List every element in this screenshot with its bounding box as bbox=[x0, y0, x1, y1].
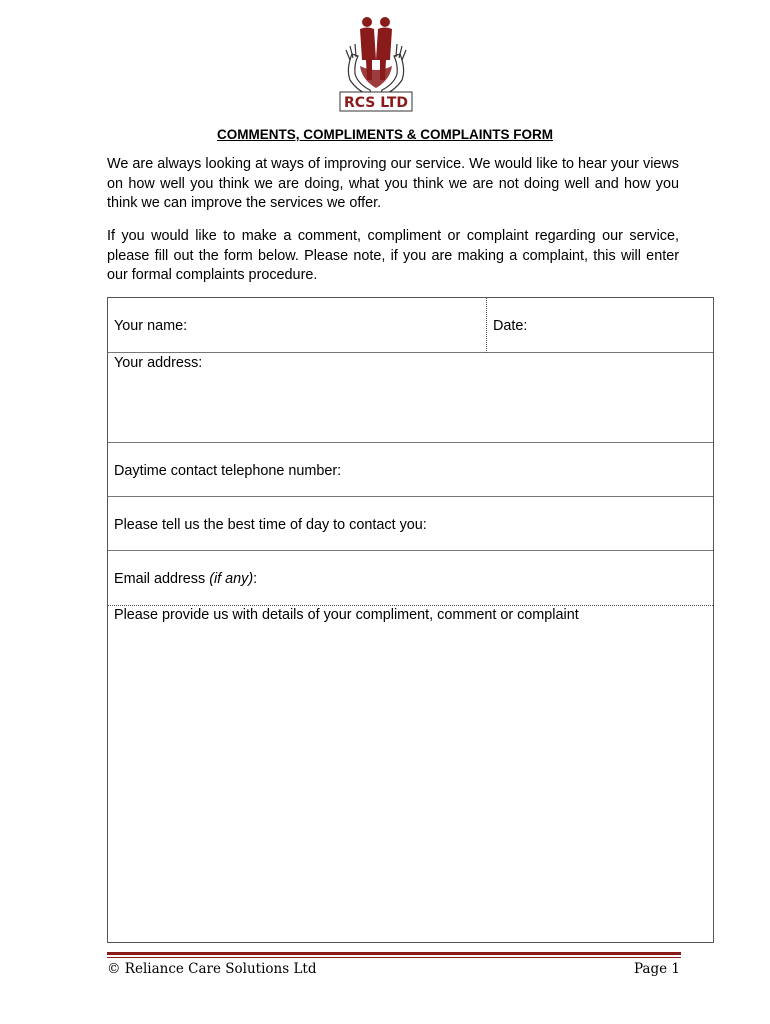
address-row[interactable] bbox=[108, 353, 713, 443]
phone-label: Daytime contact telephone number: bbox=[114, 463, 342, 479]
address-label: Your address: bbox=[114, 355, 203, 371]
name-date-row bbox=[108, 298, 713, 353]
intro-paragraph-2: If you would like to make a comment, compliment or complaint regarding our service, please fill out the form below. Please note, if you are making a complaint, this will enter our formal complaints procedure. bbox=[107, 228, 679, 283]
heart-shape bbox=[360, 66, 392, 88]
form-title: COMMENTS, COMPLIMENTS & COMPLAINTS FORM bbox=[217, 127, 553, 142]
logo-text: RCS LTD bbox=[343, 95, 409, 111]
complaint-form-table bbox=[107, 297, 714, 943]
phone-row[interactable] bbox=[108, 443, 713, 497]
email-colon: : bbox=[253, 571, 258, 587]
email-note: (if any) bbox=[209, 571, 254, 587]
rcs-logo bbox=[336, 14, 416, 114]
email-label bbox=[114, 571, 257, 587]
details-row[interactable] bbox=[108, 606, 713, 942]
name-field[interactable]: Your name: bbox=[114, 318, 188, 334]
details-label: Please provide us with details of your compliment, comment or complaint bbox=[114, 607, 579, 623]
date-field[interactable]: Date: bbox=[493, 318, 528, 334]
name-date-divider bbox=[486, 298, 487, 353]
footer-rule-thin bbox=[107, 957, 681, 958]
best-time-label: Please tell us the best time of day to contact you: bbox=[114, 517, 427, 533]
email-label-text: Email address bbox=[114, 571, 210, 587]
email-row[interactable] bbox=[108, 551, 713, 606]
best-time-row[interactable] bbox=[108, 497, 713, 551]
footer-page-number: Page 1 bbox=[633, 961, 680, 977]
footer-rule-thick bbox=[107, 952, 681, 955]
intro-paragraph-1: We are always looking at ways of improving our service. We would like to hear your views on how well you think we are doing, what you think we are not doing well and how you think we can improve the services we offer. bbox=[107, 156, 679, 211]
footer-copyright: © Reliance Care Solutions Ltd bbox=[107, 961, 317, 977]
